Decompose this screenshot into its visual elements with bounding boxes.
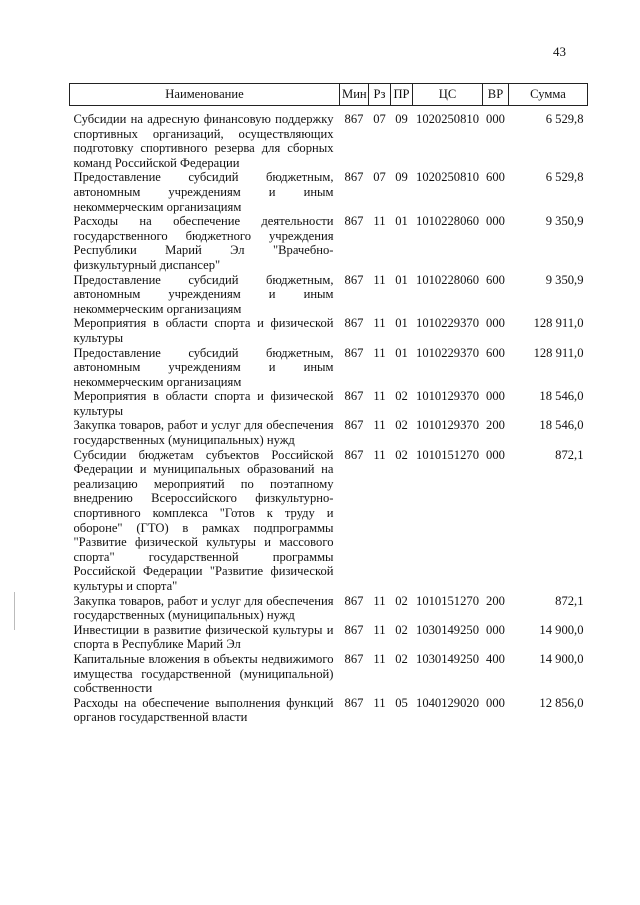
cell-pr: 02 [395, 447, 408, 462]
header-cs: ЦС [413, 84, 483, 106]
cell-vr: 000 [486, 112, 505, 126]
cell-name: Мероприятия в области спорта и физической культуры [73, 389, 334, 418]
cell-rz: 11 [373, 316, 386, 331]
cell-sum: 14 900,0 [539, 651, 584, 666]
cell-pr: 09 [395, 112, 408, 126]
cell-sum: 128 911,0 [533, 345, 584, 360]
header-rz: Рз [369, 84, 391, 106]
header-row [70, 84, 588, 106]
cell-vr: 000 [486, 214, 505, 229]
cell-vr: 000 [486, 316, 505, 331]
cell-rz: 11 [373, 389, 386, 404]
cell-vr: 600 [486, 345, 505, 360]
table-row [70, 389, 588, 418]
table-body [70, 106, 588, 727]
cell-pr: 01 [395, 272, 408, 287]
cell-name: Закупка товаров, работ и услуг для обеспечения государственных (муниципальных) нужд [73, 593, 334, 623]
cell-vr: 000 [486, 389, 505, 404]
cell-min: 867 [344, 272, 364, 287]
cell-pr: 02 [395, 651, 408, 666]
cell-rz: 07 [373, 112, 386, 126]
cell-min: 867 [344, 112, 364, 126]
cell-sum: 6 529,8 [545, 170, 584, 185]
cell-min: 867 [344, 695, 364, 710]
cell-rz: 11 [373, 593, 386, 608]
cell-sum: 9 350,9 [545, 272, 584, 287]
cell-min: 867 [344, 418, 364, 433]
cell-min: 867 [344, 316, 364, 331]
cell-cs: 1020250810 [416, 112, 479, 126]
cell-min: 867 [344, 593, 364, 608]
cell-name: Капитальные вложения в объекты недвижимого имущества государственной (муниципальной) собственности [73, 651, 334, 696]
cell-vr: 000 [486, 447, 505, 462]
cell-pr: 05 [395, 695, 408, 710]
budget-table [69, 83, 588, 727]
cell-rz: 11 [373, 214, 386, 229]
cell-pr: 01 [395, 214, 408, 229]
cell-sum: 18 546,0 [539, 418, 584, 433]
header-sum: Сумма [509, 84, 588, 106]
cell-cs: 1040129020 [416, 695, 479, 710]
cell-rz: 11 [373, 345, 386, 360]
cell-cs: 1010151270 [416, 593, 479, 608]
cell-pr: 01 [395, 345, 408, 360]
cell-cs: 1010151270 [416, 447, 479, 462]
cell-min: 867 [344, 389, 364, 404]
cell-cs: 1010228060 [416, 214, 479, 229]
table-row [70, 696, 588, 727]
cell-sum: 128 911,0 [533, 316, 584, 331]
header-name: Наименование [70, 84, 340, 106]
table-row [70, 418, 588, 447]
cell-sum: 872,1 [555, 447, 584, 462]
header-min: Мин [340, 84, 369, 106]
cell-sum: 872,1 [555, 593, 584, 608]
table-row [70, 448, 588, 594]
cell-name: Субсидии на адресную финансовую поддержку спортивных организаций, осуществляющих подготовку спортивного резерва для сборных команд Российской Федерации [73, 112, 334, 170]
cell-min: 867 [344, 447, 364, 462]
cell-vr: 600 [486, 170, 505, 185]
cell-rz: 07 [373, 170, 386, 185]
table-row [70, 273, 588, 317]
cell-pr: 01 [395, 316, 408, 331]
table-header [70, 84, 588, 106]
cell-sum: 6 529,8 [545, 112, 584, 126]
header-vr: ВР [483, 84, 509, 106]
cell-cs: 1010229370 [416, 345, 479, 360]
table-row [70, 623, 588, 652]
cell-sum: 14 900,0 [539, 622, 584, 637]
cell-name: Предоставление субсидий бюджетным, автономным учреждениям и иным некоммерческим организациям [73, 272, 334, 316]
cell-cs: 1020250810 [416, 170, 479, 185]
table-row [70, 170, 588, 214]
cell-rz: 11 [373, 695, 386, 710]
cell-name: Инвестиции в развитие физической культуры и спорта в Республике Марий Эл [73, 622, 334, 652]
cell-name: Субсидии бюджетам субъектов Российской Федерации и муниципальных образований на реализацию мероприятий по поэтапному внедрению Всероссийского физкультурно-спортивного комплекса "Готов к труду и обороне" (ГТО) в рамках подпрограммы "Развитие физической культуры и массового спорта" государственной программы Российской Федерации "Развитие физической культуры и спорта" [73, 447, 334, 593]
cell-rz: 11 [373, 418, 386, 433]
cell-vr: 600 [486, 272, 505, 287]
cell-cs: 1010129370 [416, 389, 479, 404]
cell-pr: 09 [395, 170, 408, 185]
table-row [70, 214, 588, 272]
cell-min: 867 [344, 345, 364, 360]
header-pr: ПР [391, 84, 413, 106]
cell-name: Расходы на обеспечение деятельности государственного бюджетного учреждения Республики Марий Эл "Врачебно-физкультурный диспансер" [73, 214, 334, 272]
cell-vr: 000 [486, 622, 505, 637]
cell-cs: 1010229370 [416, 316, 479, 331]
cell-rz: 11 [373, 272, 386, 287]
cell-cs: 1010129370 [416, 418, 479, 433]
cell-sum: 12 856,0 [539, 695, 584, 710]
cell-pr: 02 [395, 389, 408, 404]
cell-rz: 11 [373, 651, 386, 666]
cell-rz: 11 [373, 622, 386, 637]
cell-name: Расходы на обеспечение выполнения функций органов государственной власти [73, 695, 334, 725]
table-row [70, 652, 588, 696]
cell-sum: 18 546,0 [539, 389, 584, 404]
cell-sum: 9 350,9 [545, 214, 584, 229]
table-row [70, 316, 588, 345]
cell-min: 867 [344, 622, 364, 637]
cell-cs: 1010228060 [416, 272, 479, 287]
cell-name: Предоставление субсидий бюджетным, автономным учреждениям и иным некоммерческим организациям [73, 170, 334, 214]
cell-rz: 11 [373, 447, 386, 462]
table-row [70, 106, 588, 171]
table-row [70, 346, 588, 390]
cell-vr: 400 [486, 651, 505, 666]
page-number: 43 [553, 44, 566, 59]
cell-cs: 1030149250 [416, 622, 479, 637]
cell-vr: 000 [486, 695, 505, 710]
cell-pr: 02 [395, 418, 408, 433]
cell-min: 867 [344, 651, 364, 666]
cell-min: 867 [344, 170, 364, 185]
cell-name: Мероприятия в области спорта и физической культуры [73, 316, 334, 345]
cell-vr: 200 [486, 593, 505, 608]
margin-mark [14, 592, 15, 630]
cell-min: 867 [344, 214, 364, 229]
table-row [70, 594, 588, 623]
cell-name: Предоставление субсидий бюджетным, автономным учреждениям и иным некоммерческим организациям [73, 345, 334, 389]
cell-name: Закупка товаров, работ и услуг для обеспечения государственных (муниципальных) нужд [73, 418, 334, 448]
cell-cs: 1030149250 [416, 651, 479, 666]
cell-vr: 200 [486, 418, 505, 433]
cell-pr: 02 [395, 593, 408, 608]
cell-pr: 02 [395, 622, 408, 637]
